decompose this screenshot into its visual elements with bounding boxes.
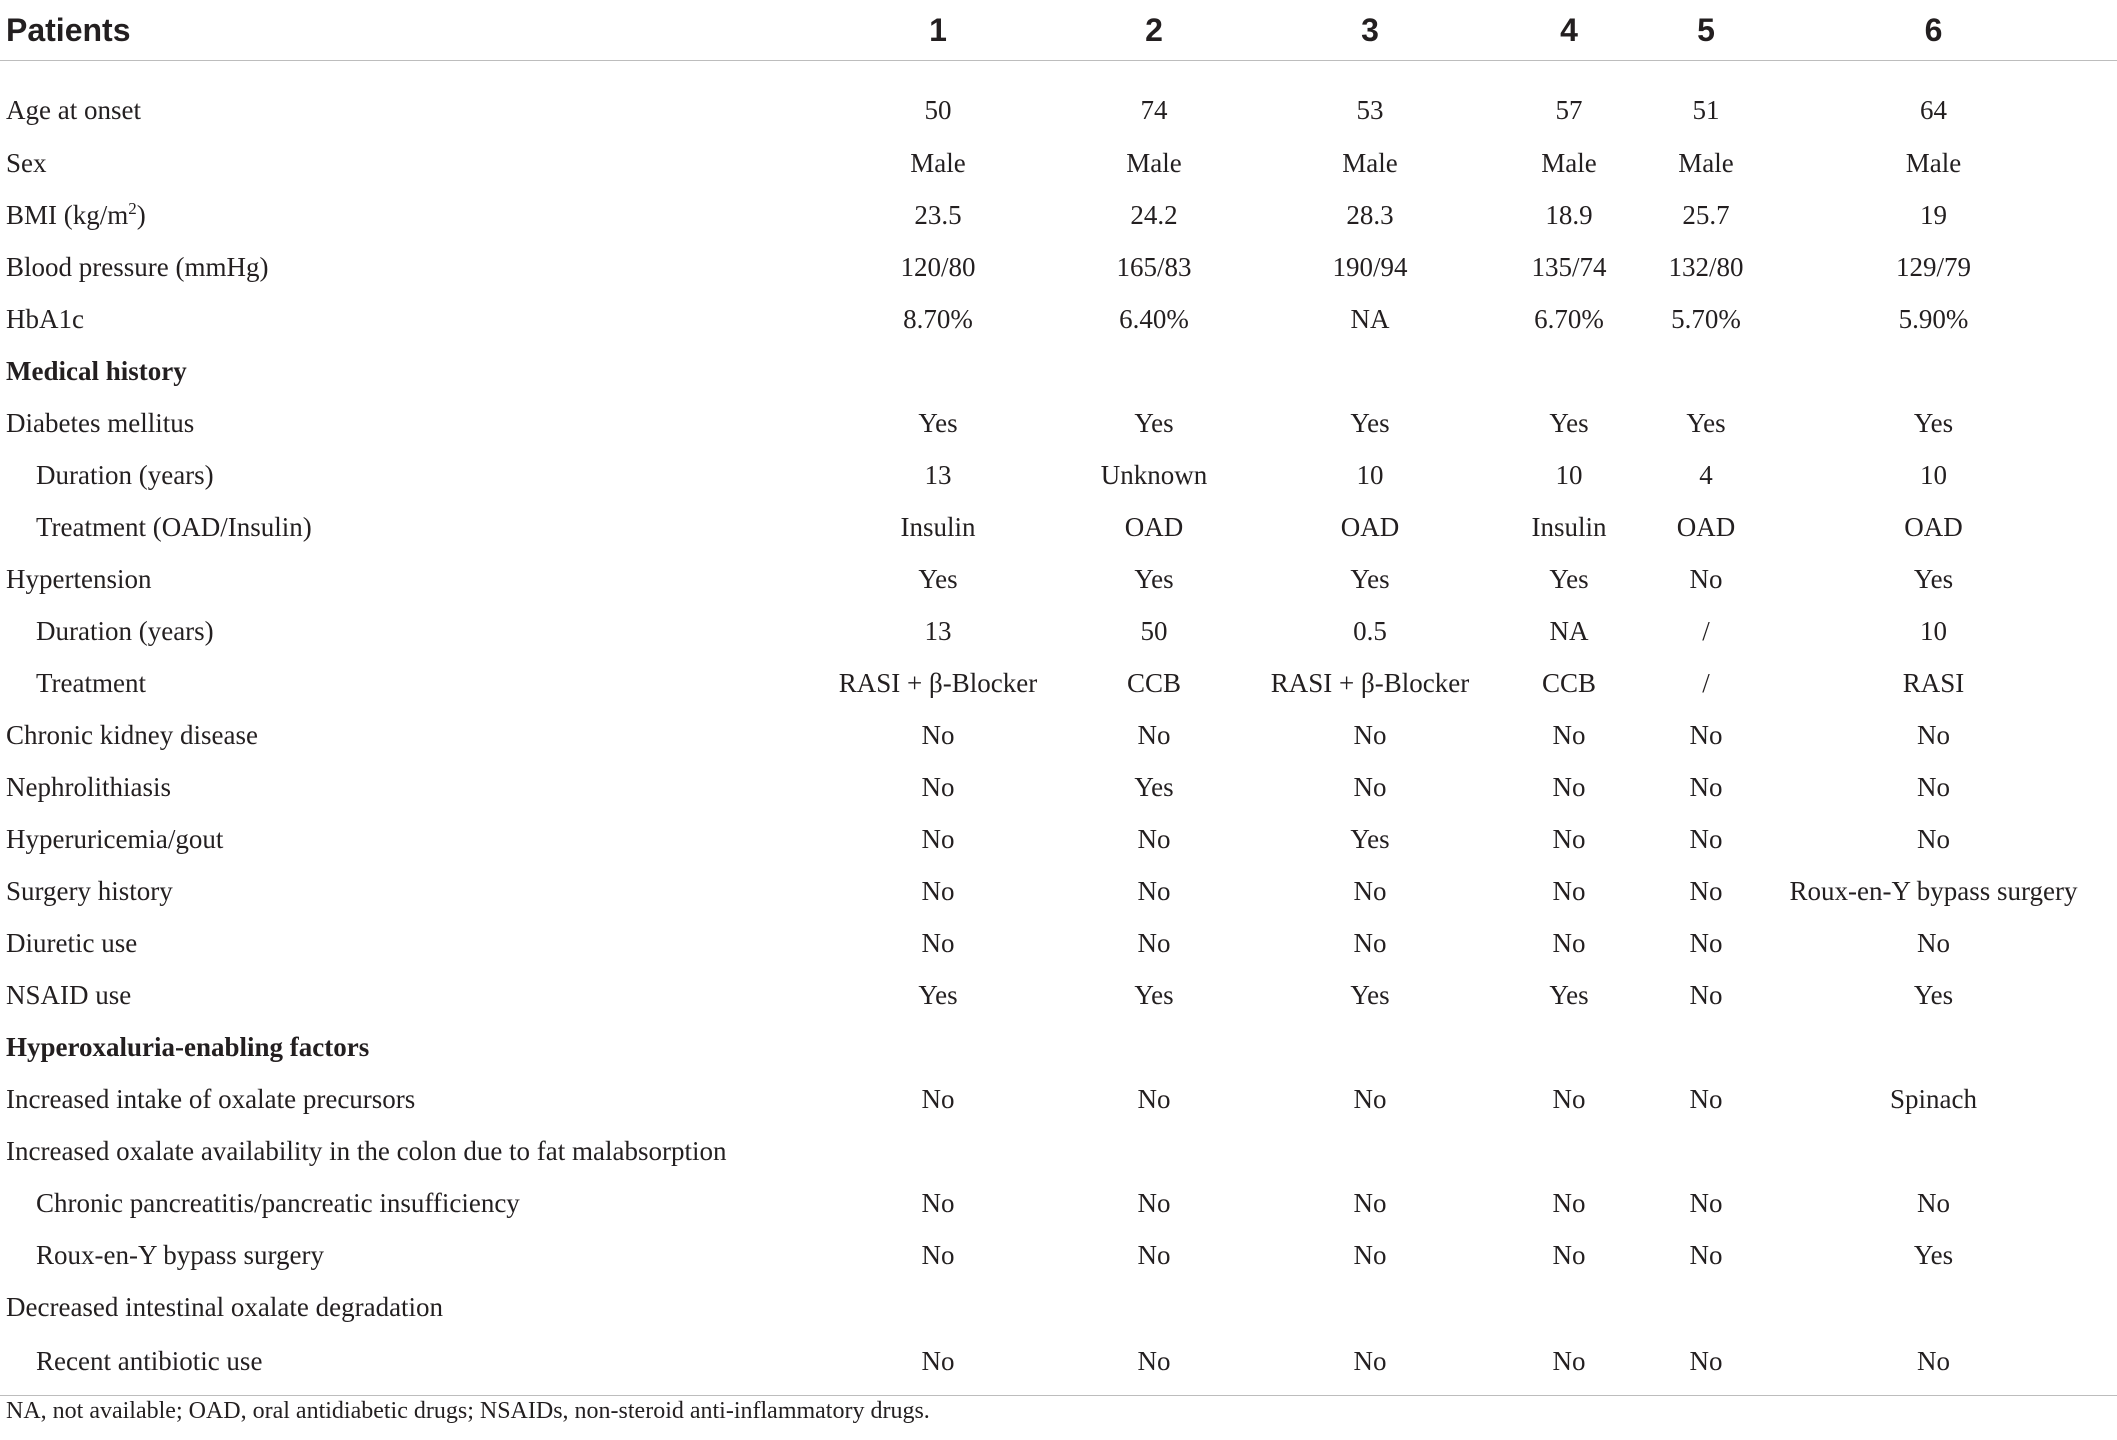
cell-patient-2: No (1044, 1333, 1264, 1396)
cell-patient-4: 6.70% (1534, 303, 1604, 334)
cell-patient-5: Male (1678, 147, 1734, 178)
cell-patient-6: No (1917, 927, 1950, 958)
cell-patient-4: Yes (1549, 979, 1589, 1010)
cell-patient-6 (1750, 345, 2117, 397)
row-label-text: Recent antibiotic use (36, 1345, 263, 1376)
cell-patient-5: Yes (1686, 407, 1726, 438)
table-row (0, 865, 2117, 917)
row-label-text: Medical history (6, 355, 187, 386)
table-row (0, 449, 2117, 501)
row-label-text: Duration (years) (36, 459, 214, 490)
cell-patient-4: No (1552, 875, 1586, 906)
cell-patient-6 (1750, 1125, 2117, 1177)
table-row (0, 293, 2117, 345)
table-row (0, 657, 2117, 709)
cell-patient-2: Yes (1134, 771, 1174, 802)
cell-patient-4: Male (1541, 147, 1597, 178)
header-patient-2: 2 (1044, 0, 1264, 61)
row-label (0, 553, 832, 605)
cell-patient-4: Yes (1549, 563, 1589, 594)
cell-patient-6: 10 (1920, 615, 1947, 646)
cell-patient-2: CCB (1126, 667, 1182, 698)
row-label (0, 1333, 832, 1396)
cell-patient-6: 5.90% (1898, 303, 1969, 334)
table-header (0, 0, 2117, 61)
cell-patient-2: 165/83 (1116, 251, 1192, 282)
cell-patient-3: 53 (1356, 94, 1384, 125)
cell-patient-6: Spinach (1890, 1083, 1977, 1114)
cell-patient-3: No (1353, 1083, 1387, 1114)
cell-patient-4 (1476, 1021, 1662, 1073)
cell-patient-2: No (1137, 719, 1171, 750)
row-label (0, 137, 832, 189)
row-label-text: Roux-en-Y bypass surgery (36, 1239, 324, 1270)
header-patients-label: Patients (0, 0, 832, 61)
cell-patient-1: No (921, 1239, 955, 1270)
row-label-text: Blood pressure (mmHg) (6, 251, 269, 282)
cell-patient-2 (1044, 345, 1264, 397)
table-row (0, 761, 2117, 813)
cell-patient-4: 18.9 (1545, 199, 1593, 230)
cell-patient-2: No (1137, 823, 1171, 854)
cell-patient-1: Yes (918, 563, 958, 594)
cell-patient-4: Yes (1549, 407, 1589, 438)
cell-patient-1: Insulin (900, 511, 976, 542)
row-label (0, 293, 832, 345)
table-body (0, 61, 2117, 1396)
cell-patient-2: No (1137, 875, 1171, 906)
cell-patient-3: No (1353, 771, 1387, 802)
cell-patient-1: No (921, 719, 955, 750)
table-row (0, 189, 2117, 241)
cell-patient-2: Yes (1134, 407, 1174, 438)
cell-patient-4: No (1552, 1083, 1586, 1114)
row-label (0, 241, 832, 293)
cell-patient-6: Yes (1913, 979, 1954, 1010)
cell-patient-6: No (1917, 719, 1950, 750)
cell-patient-5: / (1702, 667, 1710, 698)
cell-patient-4: No (1552, 927, 1586, 958)
cell-patient-4: 135/74 (1531, 251, 1607, 282)
cell-patient-4: No (1552, 1239, 1586, 1270)
row-label (0, 709, 832, 761)
cell-patient-2: No (1137, 1187, 1171, 1218)
cell-patient-3: 0.5 (1353, 615, 1387, 646)
cell-patient-3: No (1353, 719, 1387, 750)
cell-patient-4: CCB (1541, 667, 1597, 698)
cell-patient-2: No (1137, 927, 1171, 958)
cell-patient-3: Yes (1350, 563, 1390, 594)
table-row (0, 605, 2117, 657)
cell-patient-6: Male (1905, 147, 1962, 178)
row-label-text: Treatment (OAD/Insulin) (36, 511, 312, 542)
row-label-text: Chronic pancreatitis/pancreatic insufficiency (36, 1187, 520, 1218)
table-row (0, 1333, 2117, 1396)
cell-patient-6: 10 (1920, 459, 1947, 490)
cell-patient-1: 50 (924, 94, 952, 125)
cell-patient-4 (1476, 1281, 1662, 1333)
row-label-text: Surgery history (6, 875, 173, 906)
cell-patient-1: RASI + β-Blocker (838, 667, 1038, 698)
cell-patient-2 (1044, 1125, 1264, 1177)
table-row (0, 1073, 2117, 1125)
cell-patient-5: No (1662, 1333, 1750, 1396)
table-row (0, 1177, 2117, 1229)
cell-patient-2: Yes (1134, 563, 1174, 594)
cell-patient-1: 23.5 (914, 199, 962, 230)
row-label-text: Chronic kidney disease (6, 719, 258, 750)
row-label-suffix: ) (136, 199, 146, 230)
row-label-text: Treatment (36, 667, 146, 698)
cell-patient-4: NA (1549, 615, 1589, 646)
cell-patient-3: Yes (1350, 823, 1390, 854)
cell-patient-1: 13 (924, 459, 952, 490)
row-label (0, 1281, 832, 1333)
cell-patient-3 (1264, 1125, 1476, 1177)
row-label-text: Duration (years) (36, 615, 214, 646)
cell-patient-5 (1662, 1021, 1750, 1073)
cell-patient-2: 50 (1140, 615, 1168, 646)
table-row (0, 501, 2117, 553)
table-row (0, 1229, 2117, 1281)
cell-patient-6: No (1917, 771, 1950, 802)
header-row (0, 0, 2117, 61)
row-label (0, 397, 832, 449)
table-footnote: NA, not available; OAD, oral antidiabetic drugs; NSAIDs, non-steroid anti-inflammatory drugs. (6, 1398, 930, 1424)
cell-patient-6: Yes (1913, 563, 1954, 594)
table-row (0, 241, 2117, 293)
cell-patient-5 (1662, 1125, 1750, 1177)
cell-patient-5: No (1689, 823, 1723, 854)
row-label-text: Increased intake of oxalate precursors (6, 1083, 416, 1114)
table-row (0, 917, 2117, 969)
cell-patient-3: No (1353, 927, 1387, 958)
cell-patient-3: No (1353, 1187, 1387, 1218)
cell-patient-3: 190/94 (1332, 251, 1408, 282)
cell-patient-1: Yes (918, 979, 958, 1010)
cell-patient-6: 19 (1920, 199, 1947, 230)
cell-patient-6: 129/79 (1895, 251, 1971, 282)
cell-patient-4 (1476, 1125, 1662, 1177)
cell-patient-1: No (921, 927, 955, 958)
row-label-text: HbA1c (6, 303, 84, 334)
cell-patient-2: No (1137, 1083, 1171, 1114)
row-label (0, 189, 832, 241)
cell-patient-6: 64 (1920, 94, 1947, 125)
cell-patient-4: No (1552, 719, 1586, 750)
cell-patient-6 (1750, 1281, 2117, 1333)
cell-patient-5: No (1689, 875, 1723, 906)
table-row (0, 397, 2117, 449)
cell-patient-2: Yes (1134, 979, 1174, 1010)
cell-patient-3: NA (1350, 303, 1390, 334)
header-patient-4: 4 (1476, 0, 1662, 61)
row-label-superscript: 2 (128, 198, 137, 218)
cell-patient-1: No (921, 875, 955, 906)
cell-patient-5: No (1689, 1239, 1723, 1270)
row-label (0, 501, 832, 553)
cell-patient-5 (1662, 1281, 1750, 1333)
row-label-text: Diuretic use (6, 927, 138, 958)
cell-patient-5: No (1689, 719, 1723, 750)
cell-patient-3 (1264, 1021, 1476, 1073)
cell-patient-5: No (1689, 979, 1723, 1010)
row-label (0, 917, 832, 969)
cell-patient-3: Yes (1350, 979, 1390, 1010)
cell-patient-2: No (1137, 1239, 1171, 1270)
cell-patient-4: No (1552, 1187, 1586, 1218)
cell-patient-5: 4 (1699, 459, 1713, 490)
table-row (0, 709, 2117, 761)
cell-patient-3: RASI + β-Blocker (1270, 667, 1470, 698)
header-patient-6: 6 (1750, 0, 2117, 61)
cell-patient-5: 5.70% (1671, 303, 1741, 334)
cell-patient-4: No (1552, 823, 1586, 854)
cell-patient-1: Yes (918, 407, 958, 438)
cell-patient-6 (1750, 1021, 2117, 1073)
cell-patient-6: No (1917, 1187, 1950, 1218)
cell-patient-6: Yes (1913, 1239, 1954, 1270)
cell-patient-1: No (921, 771, 955, 802)
cell-patient-6: Yes (1913, 407, 1954, 438)
cell-patient-4: No (1552, 771, 1586, 802)
section-title (0, 1021, 832, 1073)
cell-patient-6: No (1917, 823, 1950, 854)
row-label-text: Nephrolithiasis (6, 771, 171, 802)
cell-patient-1 (832, 1021, 1044, 1073)
row-label (0, 761, 832, 813)
cell-patient-1: 120/80 (900, 251, 976, 282)
row-label-text: Increased oxalate availability in the colon due to fat malabsorption (6, 1135, 727, 1166)
cell-patient-1: 13 (924, 615, 952, 646)
cell-patient-5 (1662, 345, 1750, 397)
cell-patient-3: Male (1342, 147, 1398, 178)
cell-patient-1 (832, 1125, 1044, 1177)
header-patient-5: 5 (1662, 0, 1750, 61)
row-label (0, 61, 832, 138)
cell-patient-3: No (1264, 1333, 1476, 1396)
cell-patient-1: No (832, 1333, 1044, 1396)
cell-patient-6: RASI (1902, 667, 1965, 698)
cell-patient-5: No (1689, 771, 1723, 802)
row-label-text: Hyperoxaluria-enabling factors (6, 1031, 370, 1062)
table-row (0, 1281, 2117, 1333)
cell-patient-4 (1476, 345, 1662, 397)
header-patient-3: 3 (1264, 0, 1476, 61)
table-row (0, 553, 2117, 605)
cell-patient-6: No (1750, 1333, 2117, 1396)
cell-patient-6: Roux-en-Y bypass surgery (1789, 875, 2078, 906)
cell-patient-5: 132/80 (1668, 251, 1744, 282)
cell-patient-3 (1264, 345, 1476, 397)
table-row (0, 137, 2117, 189)
cell-patient-5: 25.7 (1682, 199, 1730, 230)
row-label (0, 1177, 832, 1229)
row-label (0, 605, 832, 657)
row-label (0, 1229, 832, 1281)
cell-patient-1: No (921, 823, 955, 854)
cell-patient-2: 6.40% (1119, 303, 1189, 334)
cell-patient-3: No (1353, 875, 1387, 906)
cell-patient-2: OAD (1124, 511, 1184, 542)
cell-patient-4: Insulin (1531, 511, 1607, 542)
cell-patient-5: OAD (1676, 511, 1736, 542)
cell-patient-2: 74 (1140, 94, 1168, 125)
table-row (0, 61, 2117, 138)
row-label (0, 1125, 832, 1177)
cell-patient-1 (832, 345, 1044, 397)
row-label (0, 865, 832, 917)
cell-patient-1: No (921, 1083, 955, 1114)
table-row (0, 969, 2117, 1021)
cell-patient-1 (832, 1281, 1044, 1333)
cell-patient-5: No (1689, 927, 1723, 958)
cell-patient-3: No (1353, 1239, 1387, 1270)
row-label-text: NSAID use (6, 979, 132, 1010)
cell-patient-1: No (921, 1187, 955, 1218)
cell-patient-2: 24.2 (1130, 199, 1178, 230)
cell-patient-3: 10 (1356, 459, 1384, 490)
cell-patient-5: / (1702, 615, 1710, 646)
cell-patient-3 (1264, 1281, 1476, 1333)
row-label (0, 969, 832, 1021)
row-label (0, 813, 832, 865)
row-label (0, 1073, 832, 1125)
row-label-text: BMI (kg/m (6, 199, 129, 230)
cell-patient-4: 57 (1555, 94, 1583, 125)
header-patient-1: 1 (832, 0, 1044, 61)
row-label-text: Diabetes mellitus (6, 407, 195, 438)
row-label-text: Sex (6, 147, 47, 178)
cell-patient-2 (1044, 1021, 1264, 1073)
cell-patient-6: OAD (1904, 511, 1963, 542)
cell-patient-2 (1044, 1281, 1264, 1333)
section-header-row (0, 1021, 2117, 1073)
cell-patient-3: OAD (1340, 511, 1400, 542)
section-header-row (0, 345, 2117, 397)
row-label (0, 449, 832, 501)
cell-patient-2: Male (1126, 147, 1182, 178)
row-label-text: Hypertension (6, 563, 152, 594)
cell-patient-4: 10 (1555, 459, 1583, 490)
row-label (0, 657, 832, 709)
cell-patient-5: No (1689, 1083, 1723, 1114)
row-label-text: Age at onset (6, 94, 141, 125)
cell-patient-4: No (1476, 1333, 1662, 1396)
row-label-text: Decreased intestinal oxalate degradation (6, 1291, 444, 1322)
cell-patient-1: Male (910, 147, 966, 178)
cell-patient-5: 51 (1692, 94, 1720, 125)
cell-patient-3: 28.3 (1346, 199, 1394, 230)
cell-patient-1: 8.70% (903, 303, 973, 334)
section-title (0, 345, 832, 397)
table-row (0, 1125, 2117, 1177)
cell-patient-2: Unknown (1100, 459, 1208, 490)
cell-patient-5: No (1689, 563, 1723, 594)
table-row (0, 813, 2117, 865)
row-label-text: Hyperuricemia/gout (6, 823, 224, 854)
cell-patient-3: Yes (1350, 407, 1390, 438)
cell-patient-5: No (1689, 1187, 1723, 1218)
